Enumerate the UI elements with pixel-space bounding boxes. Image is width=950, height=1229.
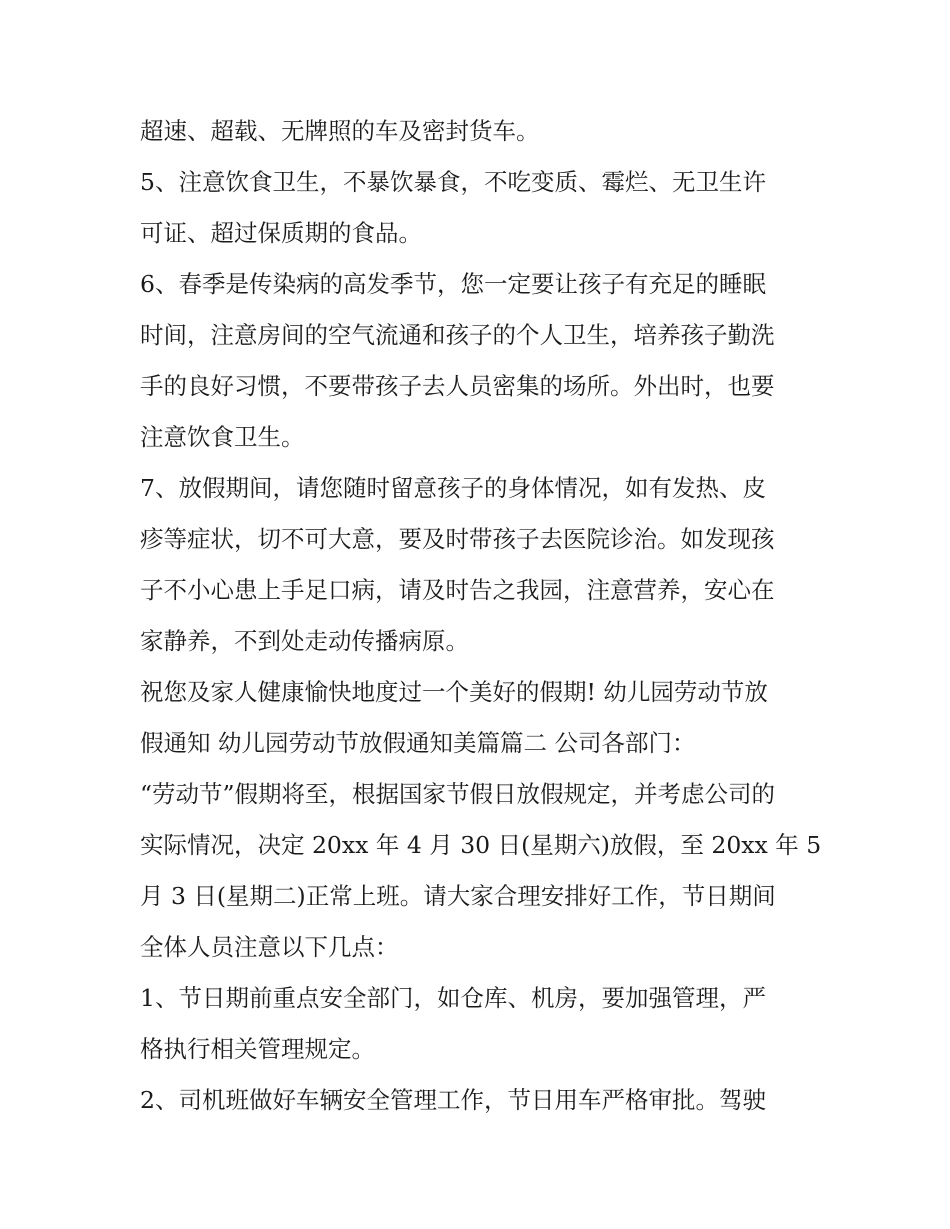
text-line: 子不小心患上手足口病，请及时告之我园，注意营养，安心在 (140, 576, 775, 604)
text-line: 格执行相关管理规定。 (140, 1035, 375, 1063)
text-line: 手的良好习惯，不要带孩子去人员密集的场所。外出时，也要 (140, 372, 775, 400)
text-line: 时间，注意房间的空气流通和孩子的个人卫生，培养孩子勤洗 (140, 321, 775, 349)
document-body (140, 106, 830, 1126)
text-line: “劳动节”假期将至，根据国家节假日放假规定，并考虑公司的 (140, 780, 776, 808)
text-line: 全体人员注意以下几点： (140, 933, 399, 961)
text-line: 注意饮食卫生。 (140, 423, 305, 451)
text-line: 家静养，不到处走动传播病原。 (140, 627, 469, 655)
text-line: 疹等症状，切不可大意，要及时带孩子去医院诊治。如发现孩 (140, 525, 775, 553)
text-line: 2、司机班做好车辆安全管理工作，节日用车严格审批。驾驶 (140, 1086, 766, 1114)
text-line: 5、注意饮食卫生，不暴饮暴食，不吃变质、霉烂、无卫生许 (140, 168, 766, 196)
text-line: 假通知 幼儿园劳动节放假通知美篇篇二 公司各部门： (140, 729, 696, 757)
text-line: 1、节日期前重点安全部门，如仓库、机房，要加强管理，严 (140, 984, 766, 1012)
text-line: 超速、超载、无牌照的车及密封货车。 (140, 117, 540, 145)
text-line: 6、春季是传染病的高发季节，您一定要让孩子有充足的睡眠 (140, 270, 766, 298)
text-line: 祝您及家人健康愉快地度过一个美好的假期! 幼儿园劳动节放 (140, 678, 768, 706)
text-line: 可证、超过保质期的食品。 (140, 219, 422, 247)
text-line: 实际情况，决定 20xx 年 4 月 30 日(星期六)放假，至 20xx 年 5 (140, 831, 822, 859)
text-line: 月 3 日(星期二)正常上班。请大家合理安排好工作，节日期间 (140, 882, 776, 910)
text-line: 7、放假期间，请您随时留意孩子的身体情况，如有发热、皮 (140, 474, 766, 502)
